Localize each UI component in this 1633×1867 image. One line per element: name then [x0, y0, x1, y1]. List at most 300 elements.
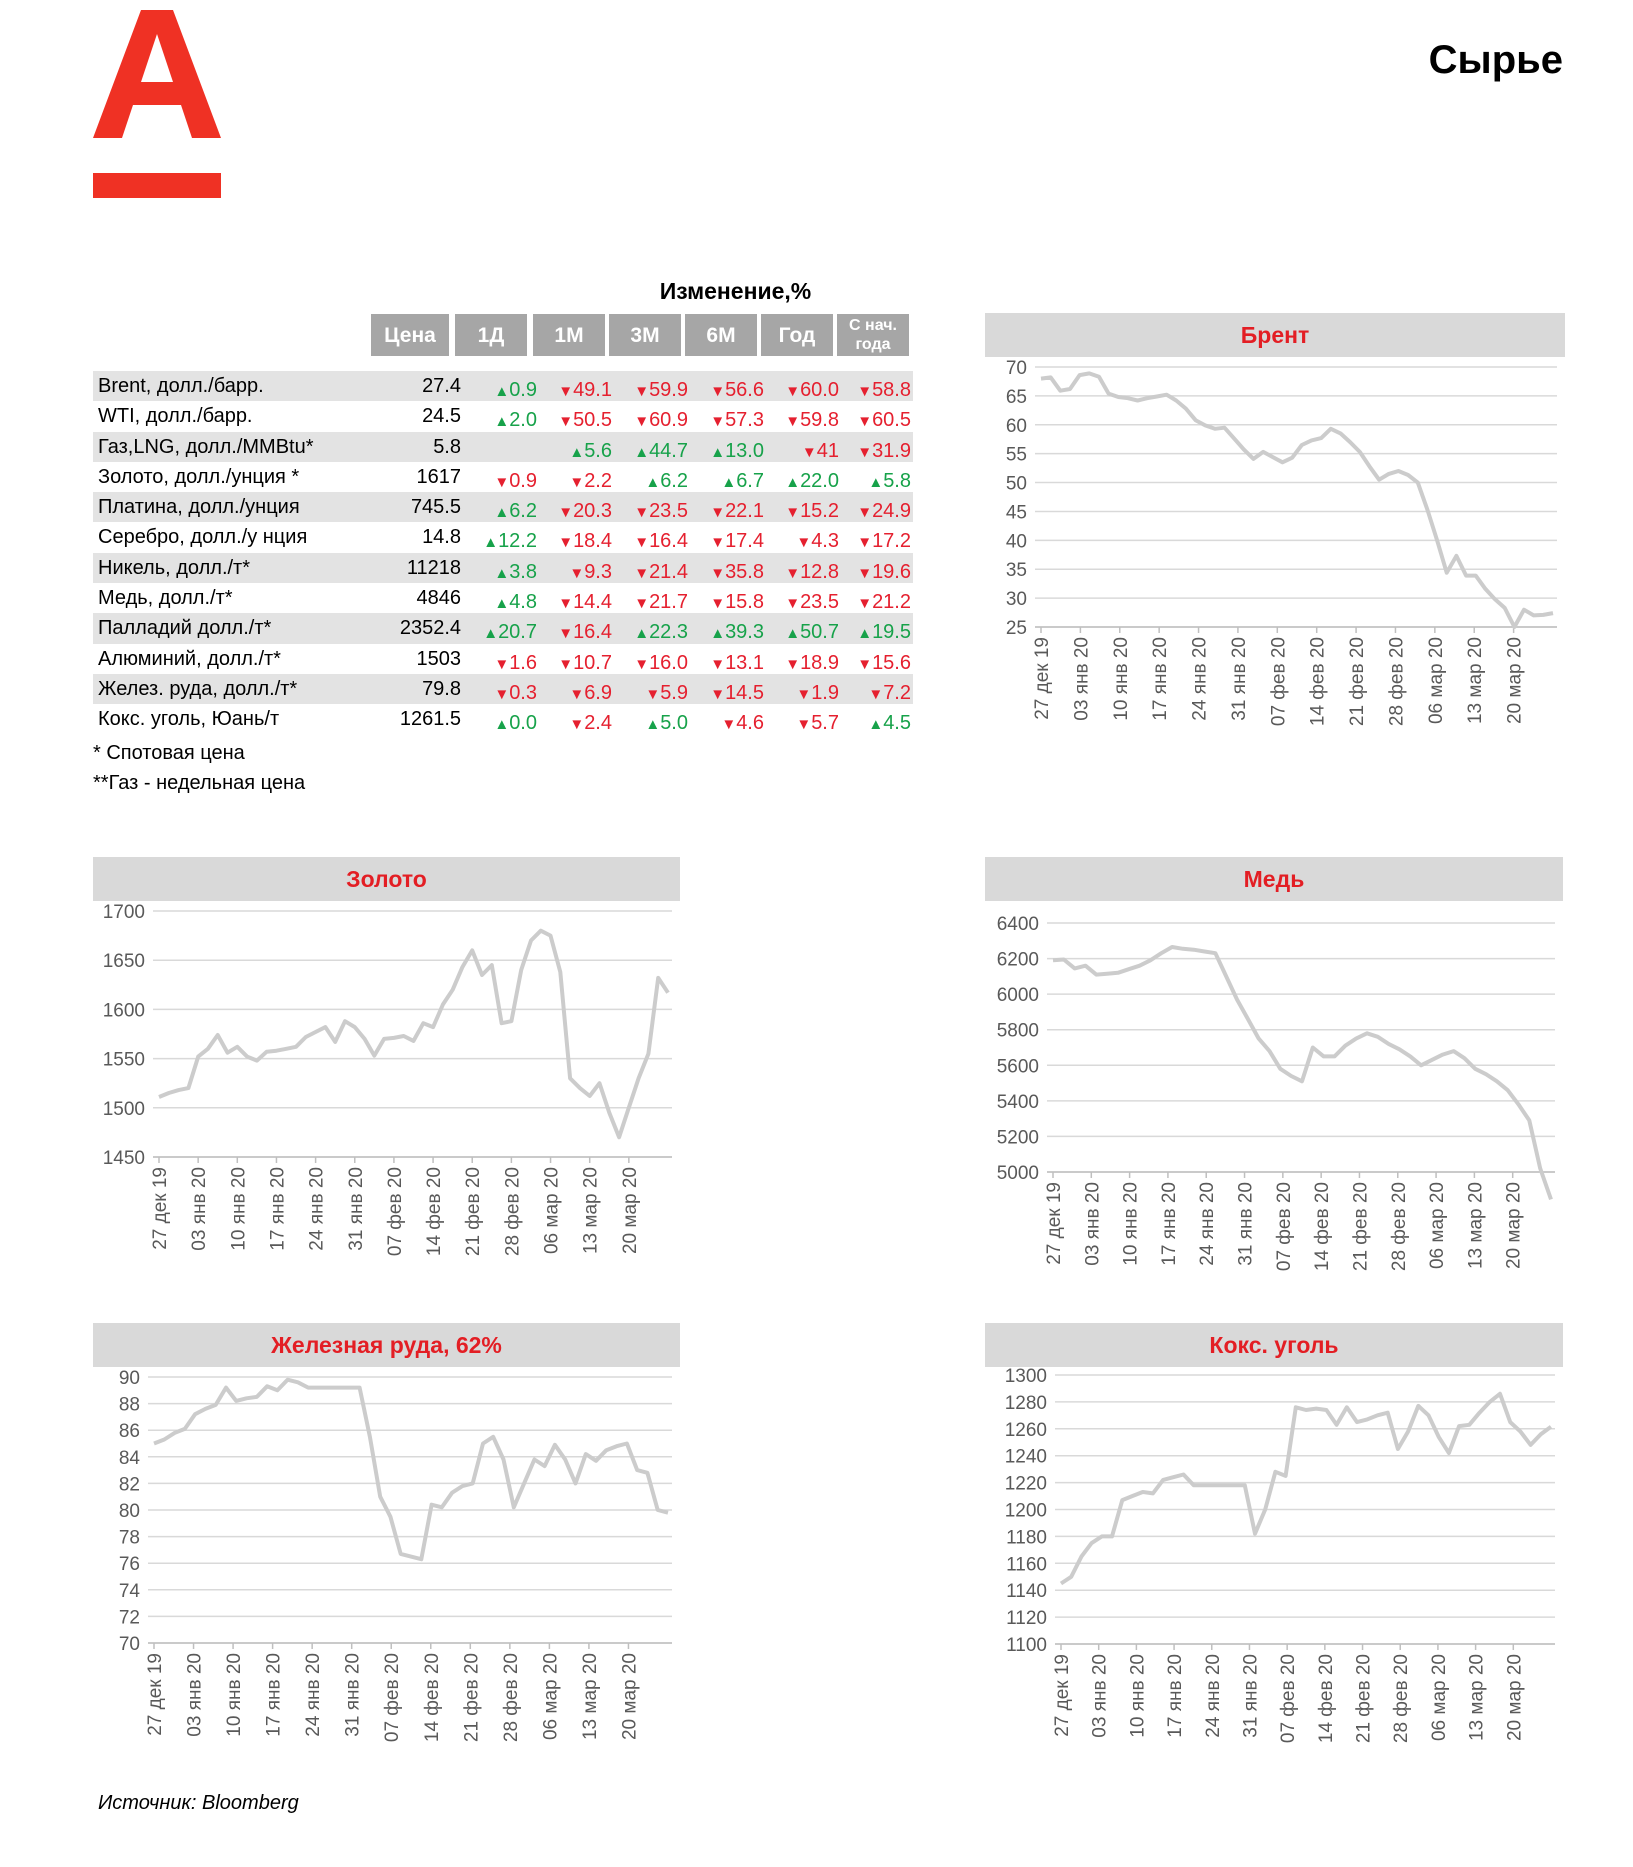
commodity-name: Алюминий, долл./т* — [98, 647, 281, 670]
triangle-down-icon: ▼ — [569, 716, 585, 734]
change-value — [634, 375, 688, 401]
triangle-down-icon: ▼ — [785, 413, 801, 431]
change-number: 59.8 — [800, 409, 839, 432]
x-tick-label: 31 янв 20 — [1235, 1182, 1257, 1266]
price-value: 1503 — [416, 647, 461, 670]
change-number: 6.9 — [584, 681, 612, 704]
y-tick-label: 5200 — [996, 1127, 1039, 1149]
change-value — [710, 526, 764, 553]
triangle-down-icon: ▼ — [785, 655, 801, 673]
x-tick-label: 28 фев 20 — [502, 1167, 524, 1257]
y-tick-label: 1100 — [1006, 1635, 1047, 1656]
x-tick-label: 20 мар 20 — [1504, 1654, 1526, 1742]
x-tick-label: 27 дек 19 — [1044, 1182, 1065, 1265]
x-tick-label: 13 мар 20 — [579, 1653, 601, 1741]
change-number: 20.3 — [573, 500, 612, 523]
change-value — [634, 405, 688, 432]
y-tick-label: 25 — [1005, 618, 1027, 639]
change-number: 10.7 — [573, 651, 612, 674]
triangle-up-icon: ▲ — [785, 625, 801, 643]
gold-chart — [93, 857, 680, 1282]
y-tick-label: 1450 — [102, 1148, 145, 1169]
x-tick-label: 24 янв 20 — [1202, 1654, 1224, 1738]
change-value — [494, 708, 537, 735]
y-tick-label: 70 — [1005, 358, 1027, 379]
change-value — [483, 526, 537, 553]
change-number: 14.4 — [573, 591, 612, 614]
commodity-name: Никель, долл./т* — [98, 556, 251, 579]
x-tick-label: 14 фев 20 — [1315, 1654, 1337, 1744]
change-value — [558, 587, 612, 614]
y-tick-label: 90 — [118, 1368, 140, 1389]
triangle-up-icon: ▲ — [721, 473, 737, 491]
change-value — [634, 557, 688, 583]
x-tick-label: 07 фев 20 — [1278, 1654, 1300, 1744]
change-number: 5.9 — [660, 681, 688, 704]
y-tick-label: 84 — [118, 1447, 140, 1469]
x-tick-label: 27 дек 19 — [1052, 1654, 1073, 1737]
triangle-up-icon: ▲ — [483, 534, 499, 552]
triangle-down-icon: ▼ — [796, 685, 812, 703]
y-tick-label: 1600 — [102, 1000, 145, 1022]
change-value — [710, 648, 764, 674]
change-number: 58.8 — [872, 379, 911, 401]
x-tick-label: 21 фев 20 — [1353, 1654, 1375, 1744]
triangle-up-icon: ▲ — [634, 625, 650, 643]
table-row — [93, 704, 913, 734]
x-tick-label: 17 янв 20 — [263, 1653, 285, 1737]
change-number: 39.3 — [725, 621, 764, 644]
change-value — [569, 436, 612, 462]
triangle-up-icon: ▲ — [645, 716, 661, 734]
change-value — [857, 496, 911, 523]
change-number: 1.9 — [811, 681, 839, 704]
commodity-name: Золото, долл./унция * — [98, 465, 300, 488]
x-tick-label: 06 мар 20 — [541, 1167, 563, 1255]
change-value — [494, 557, 537, 583]
table-row — [93, 401, 913, 431]
table-row — [93, 462, 913, 492]
change-number: 13.0 — [725, 439, 764, 462]
commodity-name: Серебро, долл./у нция — [98, 526, 308, 549]
table-row — [93, 522, 913, 552]
change-number: 24.9 — [872, 500, 911, 523]
change-number: 50.5 — [573, 409, 612, 432]
triangle-down-icon: ▼ — [857, 655, 873, 673]
change-number: 16.4 — [573, 621, 612, 644]
change-value — [857, 436, 911, 462]
y-tick-label: 88 — [118, 1394, 140, 1416]
commodity-name: Brent, долл./барр. — [98, 375, 264, 397]
table-row — [93, 674, 913, 704]
change-value — [857, 557, 911, 583]
y-tick-label: 50 — [1005, 473, 1027, 495]
chart-plot — [985, 1367, 1563, 1768]
change-value — [710, 617, 764, 644]
x-tick-label: 28 фев 20 — [1391, 1654, 1413, 1744]
iron-ore-chart — [93, 1323, 680, 1763]
chart-plot — [93, 1367, 680, 1763]
y-tick-label: 55 — [1005, 444, 1027, 466]
y-tick-label: 1500 — [102, 1098, 145, 1120]
x-tick-label: 10 янв 20 — [1127, 1654, 1149, 1738]
triangle-down-icon: ▼ — [710, 564, 726, 582]
change-value — [796, 526, 839, 553]
x-tick-label: 31 янв 20 — [345, 1167, 367, 1251]
x-tick-label: 06 мар 20 — [1425, 637, 1447, 725]
x-tick-label: 17 янв 20 — [267, 1167, 289, 1251]
change-number: 4.8 — [509, 591, 537, 614]
change-value — [569, 708, 612, 735]
series-line — [159, 931, 668, 1138]
change-value — [494, 648, 537, 674]
change-number: 18.4 — [573, 530, 612, 553]
change-number: 21.4 — [649, 560, 688, 583]
change-number: 6.2 — [509, 500, 537, 523]
commodity-name: Газ,LNG, долл./MMBtu* — [98, 435, 314, 458]
change-value — [710, 496, 764, 523]
x-tick-label: 31 янв 20 — [1228, 637, 1250, 721]
x-tick-label: 03 янв 20 — [184, 1653, 206, 1737]
change-number: 16.4 — [649, 530, 688, 553]
x-tick-label: 17 янв 20 — [1150, 637, 1172, 721]
change-number: 3.8 — [509, 560, 537, 583]
x-tick-label: 21 фев 20 — [1350, 1182, 1372, 1272]
commodity-name: Платина, долл./унция — [98, 496, 300, 519]
series-line — [154, 1380, 668, 1560]
triangle-up-icon: ▲ — [494, 595, 510, 613]
series-line — [1061, 1394, 1551, 1584]
col-1d-header: 1Д — [455, 314, 527, 356]
change-value — [796, 678, 839, 704]
triangle-up-icon: ▲ — [868, 473, 884, 491]
triangle-down-icon: ▼ — [857, 564, 873, 582]
change-value — [558, 648, 612, 674]
price-value: 79.8 — [422, 677, 461, 700]
x-tick-label: 17 янв 20 — [1158, 1182, 1180, 1266]
change-value — [569, 678, 612, 704]
triangle-down-icon: ▼ — [710, 655, 726, 673]
triangle-down-icon: ▼ — [558, 534, 574, 552]
change-value — [796, 708, 839, 735]
triangle-down-icon: ▼ — [634, 564, 650, 582]
x-tick-label: 06 мар 20 — [1428, 1654, 1450, 1742]
change-value — [785, 466, 839, 492]
chart-title: Золото — [93, 857, 680, 901]
y-tick-label: 80 — [118, 1501, 140, 1522]
triangle-up-icon: ▲ — [857, 625, 873, 643]
triangle-down-icon: ▼ — [558, 655, 574, 673]
triangle-down-icon: ▼ — [494, 473, 510, 491]
col-1m-header: 1М — [533, 314, 605, 356]
col-price-header: Цена — [371, 314, 449, 356]
triangle-up-icon: ▲ — [494, 383, 510, 400]
price-value: 1617 — [416, 465, 461, 488]
change-number: 7.2 — [883, 681, 911, 704]
change-number: 60.0 — [800, 379, 839, 401]
triangle-down-icon: ▼ — [710, 504, 726, 522]
chart-title: Железная руда, 62% — [93, 1323, 680, 1367]
triangle-down-icon: ▼ — [634, 655, 650, 673]
change-value — [710, 375, 764, 401]
commodity-name: Кокс. уголь, Юань/т — [98, 708, 280, 731]
change-value — [868, 466, 911, 492]
change-number: 44.7 — [649, 439, 688, 462]
change-value — [494, 466, 537, 492]
triangle-down-icon: ▼ — [634, 595, 650, 613]
change-value — [785, 648, 839, 674]
change-value — [558, 496, 612, 523]
triangle-up-icon: ▲ — [494, 716, 510, 734]
price-value: 1261.5 — [399, 708, 461, 731]
change-value — [494, 587, 537, 614]
y-tick-label: 1260 — [1004, 1419, 1047, 1441]
y-tick-label: 1140 — [1006, 1581, 1047, 1603]
change-number: 22.0 — [800, 469, 839, 492]
change-number: 13.1 — [725, 651, 764, 674]
col-3m-header: 3М — [609, 314, 681, 356]
change-number: 22.3 — [649, 621, 688, 644]
change-value — [710, 436, 764, 462]
change-value — [801, 436, 839, 462]
y-tick-label: 76 — [118, 1554, 140, 1576]
chart-plot — [985, 901, 1563, 1294]
price-value: 14.8 — [422, 526, 461, 549]
y-tick-label: 65 — [1005, 386, 1027, 408]
price-value: 27.4 — [422, 375, 461, 397]
change-value — [721, 466, 764, 492]
x-tick-label: 24 янв 20 — [1189, 637, 1211, 721]
x-tick-label: 24 янв 20 — [303, 1653, 325, 1737]
y-tick-label: 1220 — [1004, 1473, 1047, 1495]
copper-chart — [985, 857, 1563, 1294]
x-tick-label: 07 фев 20 — [384, 1167, 406, 1257]
change-number: 16.0 — [649, 651, 688, 674]
change-value — [710, 678, 764, 704]
x-tick-label: 14 фев 20 — [424, 1167, 446, 1257]
change-number: 15.8 — [725, 591, 764, 614]
change-value — [785, 375, 839, 401]
y-tick-label: 60 — [1005, 415, 1027, 437]
change-number: 57.3 — [725, 409, 764, 432]
x-tick-label: 20 мар 20 — [1504, 637, 1526, 725]
x-tick-label: 10 янв 20 — [224, 1653, 246, 1737]
x-tick-label: 10 янв 20 — [1110, 637, 1132, 721]
chart-plot — [985, 357, 1565, 753]
triangle-down-icon: ▼ — [494, 685, 510, 703]
x-tick-label: 21 фев 20 — [1347, 637, 1369, 727]
x-tick-label: 20 мар 20 — [619, 1167, 641, 1255]
change-number: 0.3 — [509, 681, 537, 704]
coking-coal-chart — [985, 1323, 1563, 1768]
table-row — [93, 371, 913, 401]
triangle-up-icon: ▲ — [494, 413, 510, 431]
change-number: 4.5 — [883, 712, 911, 735]
table-row — [93, 492, 913, 522]
change-value — [645, 466, 688, 492]
table-row — [93, 553, 913, 583]
triangle-down-icon: ▼ — [558, 504, 574, 522]
change-number: 50.7 — [800, 621, 839, 644]
commodity-name: Палладий долл./т* — [98, 617, 272, 640]
x-tick-label: 14 фев 20 — [421, 1653, 443, 1743]
change-number: 18.9 — [800, 651, 839, 674]
y-tick-label: 40 — [1005, 531, 1027, 553]
change-value — [710, 557, 764, 583]
change-number: 0.9 — [509, 379, 537, 401]
change-value — [634, 648, 688, 674]
change-number: 1.6 — [509, 651, 537, 674]
triangle-down-icon: ▼ — [634, 383, 650, 400]
y-tick-label: 1120 — [1006, 1608, 1047, 1630]
y-tick-label: 35 — [1005, 560, 1027, 582]
change-number: 60.5 — [872, 409, 911, 432]
footnotes — [93, 738, 305, 798]
change-value — [558, 375, 612, 401]
change-number: 59.9 — [649, 379, 688, 401]
triangle-down-icon: ▼ — [857, 443, 873, 461]
col-ytd-header: С нач. года — [837, 314, 909, 356]
x-tick-label: 20 мар 20 — [619, 1653, 641, 1741]
triangle-down-icon: ▼ — [558, 413, 574, 431]
y-tick-label: 1160 — [1006, 1554, 1047, 1576]
change-number: 9.3 — [584, 560, 612, 583]
change-number: 2.0 — [509, 409, 537, 432]
triangle-down-icon: ▼ — [710, 534, 726, 552]
x-tick-label: 14 фев 20 — [1312, 1182, 1334, 1272]
x-tick-label: 03 янв 20 — [1089, 1654, 1111, 1738]
change-number: 21.2 — [872, 591, 911, 614]
change-number: 15.6 — [872, 651, 911, 674]
change-number: 56.6 — [725, 379, 764, 401]
y-tick-label: 1200 — [1004, 1500, 1047, 1522]
change-value — [857, 648, 911, 674]
x-tick-label: 21 фев 20 — [461, 1653, 483, 1743]
change-value — [721, 708, 764, 735]
triangle-up-icon: ▲ — [494, 504, 510, 522]
y-tick-label: 70 — [118, 1634, 140, 1655]
x-tick-label: 28 фев 20 — [1386, 637, 1408, 727]
change-number: 17.2 — [872, 530, 911, 553]
triangle-up-icon: ▲ — [569, 443, 585, 461]
commodity-name: WTI, долл./барр. — [98, 405, 253, 428]
triangle-up-icon: ▲ — [634, 443, 650, 461]
triangle-up-icon: ▲ — [483, 625, 499, 643]
triangle-down-icon: ▼ — [710, 383, 726, 400]
triangle-up-icon: ▲ — [494, 564, 510, 582]
change-number: 12.2 — [498, 530, 537, 553]
triangle-down-icon: ▼ — [634, 534, 650, 552]
x-tick-label: 06 мар 20 — [1427, 1182, 1449, 1270]
y-tick-label: 78 — [118, 1527, 140, 1549]
change-value — [483, 617, 537, 644]
x-tick-label: 10 янв 20 — [228, 1167, 250, 1251]
change-number: 0.9 — [509, 469, 537, 492]
change-value — [785, 587, 839, 614]
x-tick-label: 28 фев 20 — [1388, 1182, 1410, 1272]
triangle-down-icon: ▼ — [558, 383, 574, 400]
triangle-up-icon: ▲ — [710, 443, 726, 461]
change-value — [634, 526, 688, 553]
y-tick-label: 1300 — [1004, 1367, 1047, 1387]
y-tick-label: 86 — [118, 1421, 140, 1443]
x-tick-label: 03 янв 20 — [1082, 1182, 1104, 1266]
change-value — [494, 405, 537, 432]
price-value: 11218 — [406, 556, 461, 579]
triangle-down-icon: ▼ — [785, 504, 801, 522]
change-number: 23.5 — [800, 591, 839, 614]
change-number: 15.2 — [800, 500, 839, 523]
y-tick-label: 45 — [1005, 502, 1027, 524]
triangle-down-icon: ▼ — [558, 625, 574, 643]
price-value: 5.8 — [433, 435, 461, 458]
y-tick-label: 1240 — [1004, 1446, 1047, 1468]
change-number: 5.7 — [811, 712, 839, 735]
x-tick-label: 13 мар 20 — [1465, 1182, 1487, 1270]
triangle-down-icon: ▼ — [721, 716, 737, 734]
triangle-down-icon: ▼ — [710, 685, 726, 703]
x-tick-label: 31 янв 20 — [1240, 1654, 1262, 1738]
triangle-up-icon: ▲ — [710, 625, 726, 643]
change-value — [558, 526, 612, 553]
brent-chart — [985, 313, 1565, 753]
source-note: Источник: Bloomberg — [98, 1792, 299, 1814]
triangle-down-icon: ▼ — [494, 655, 510, 673]
x-tick-label: 03 янв 20 — [189, 1167, 211, 1251]
triangle-down-icon: ▼ — [558, 595, 574, 613]
triangle-down-icon: ▼ — [857, 383, 873, 400]
chart-plot — [93, 901, 680, 1282]
change-number: 22.1 — [725, 500, 764, 523]
change-value — [868, 708, 911, 735]
change-value — [494, 678, 537, 704]
triangle-down-icon: ▼ — [857, 413, 873, 431]
change-number: 35.8 — [725, 560, 764, 583]
x-tick-label: 07 фев 20 — [1268, 637, 1290, 727]
page-title: Сырье — [1428, 38, 1563, 82]
change-number: 0.0 — [509, 712, 537, 735]
triangle-up-icon: ▲ — [645, 473, 661, 491]
change-value — [785, 557, 839, 583]
x-tick-label: 07 фев 20 — [1273, 1182, 1295, 1272]
change-value — [634, 496, 688, 523]
chart-title: Кокс. уголь — [985, 1323, 1563, 1367]
change-value — [785, 496, 839, 523]
change-number: 19.5 — [872, 621, 911, 644]
footnote-spot: * Спотовая цена — [93, 742, 245, 764]
triangle-down-icon: ▼ — [569, 685, 585, 703]
table-row — [93, 432, 913, 462]
table-heading: Изменение,% — [659, 278, 812, 304]
change-number: 19.6 — [872, 560, 911, 583]
x-tick-label: 13 мар 20 — [1466, 1654, 1488, 1742]
change-number: 5.8 — [883, 469, 911, 492]
change-number: 17.4 — [725, 530, 764, 553]
change-value — [634, 617, 688, 644]
change-value — [710, 587, 764, 614]
y-tick-label: 1280 — [1004, 1392, 1047, 1414]
change-number: 2.2 — [584, 469, 612, 492]
triangle-down-icon: ▼ — [785, 595, 801, 613]
x-tick-label: 10 янв 20 — [1120, 1182, 1142, 1266]
x-tick-label: 24 янв 20 — [306, 1167, 328, 1251]
x-tick-label: 13 мар 20 — [580, 1167, 602, 1255]
triangle-down-icon: ▼ — [868, 685, 884, 703]
chart-title: Брент — [985, 313, 1565, 357]
triangle-down-icon: ▼ — [796, 716, 812, 734]
change-number: 60.9 — [649, 409, 688, 432]
x-tick-label: 28 фев 20 — [500, 1653, 522, 1743]
